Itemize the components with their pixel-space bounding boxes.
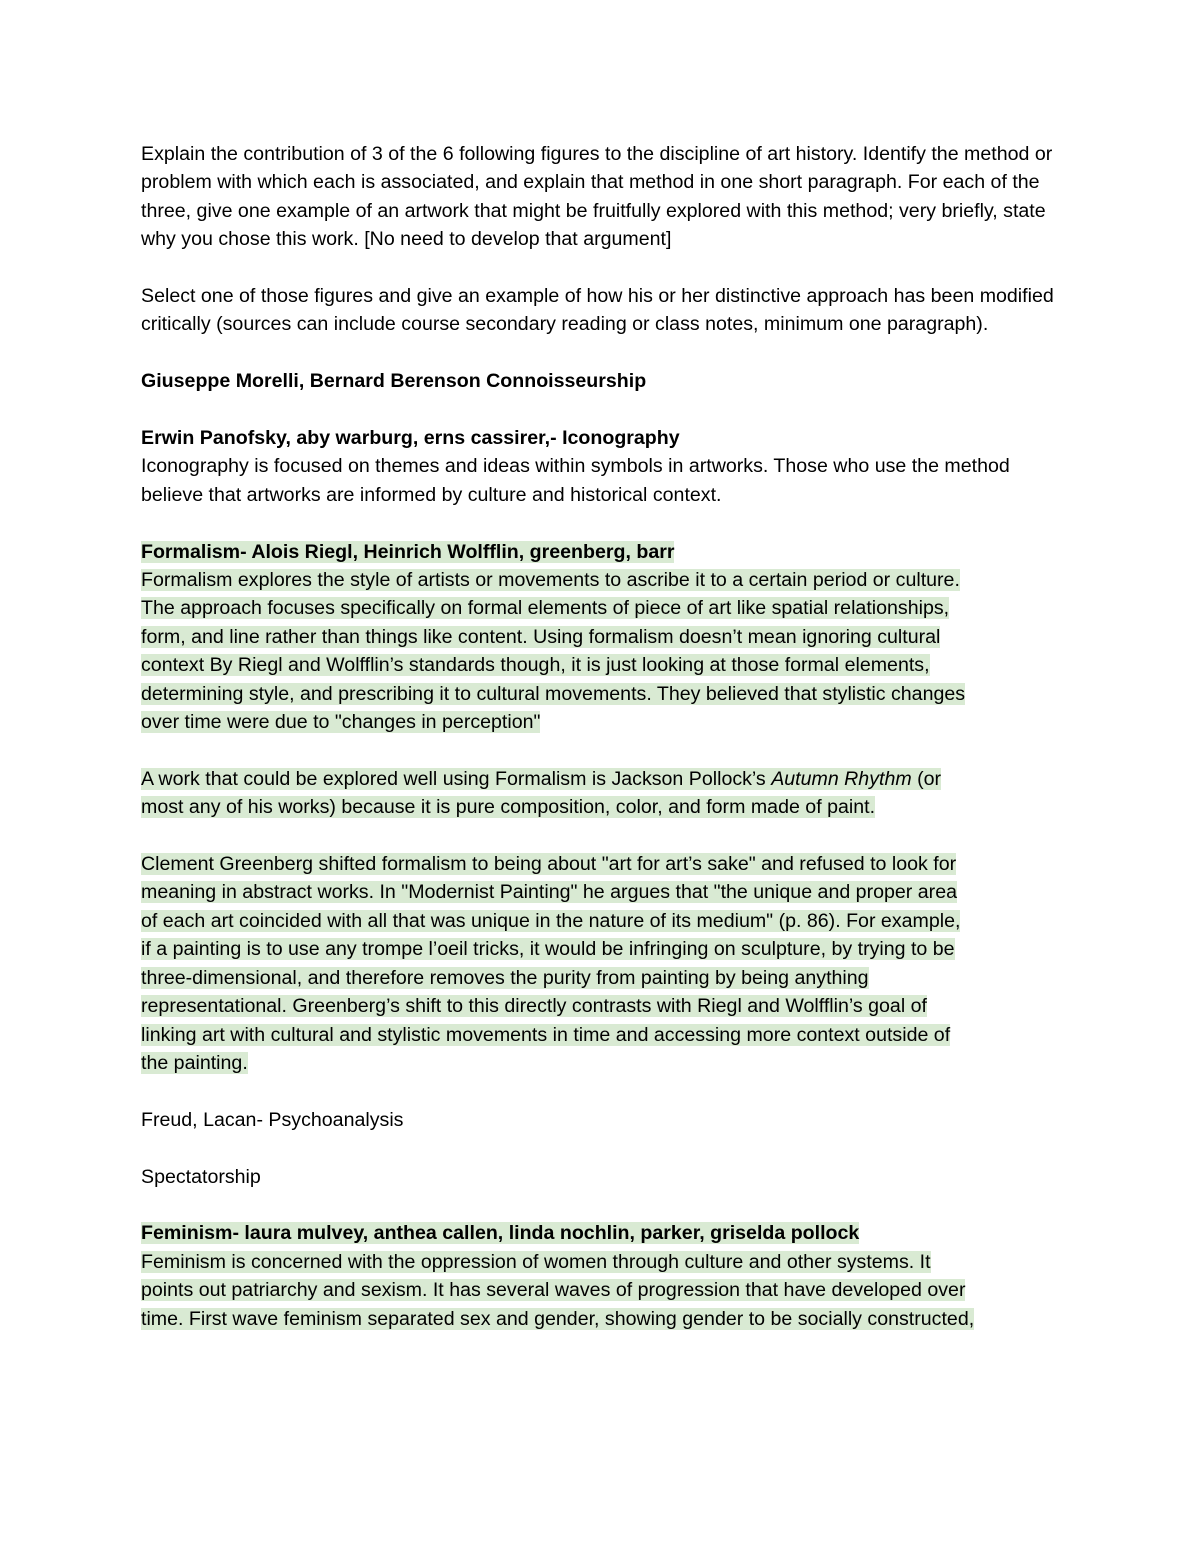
greenberg-line bbox=[141, 1021, 1066, 1049]
greenberg-line bbox=[141, 935, 1066, 963]
formalism-line-text: determining style, and prescribing it to cultural movements. They believed that stylistic changes bbox=[141, 682, 966, 705]
formalism-heading-text: Formalism- Alois Riegl, Heinrich Wolfflin, greenberg, barr bbox=[141, 540, 675, 563]
formalism-heading bbox=[141, 538, 1066, 566]
greenberg-line bbox=[141, 850, 1066, 878]
greenberg-line bbox=[141, 878, 1066, 906]
feminism-line-text: time. First wave feminism separated sex and gender, showing gender to be socially constructed, bbox=[141, 1307, 975, 1330]
document-page bbox=[141, 140, 1066, 1333]
intro-paragraph-2: Select one of those figures and give an example of how his or her distinctive approach has been modified critically (sources can include course secondary reading or class notes, minimum one paragraph). bbox=[141, 285, 1054, 336]
feminism-line bbox=[141, 1305, 1066, 1333]
greenberg-line-text: of each art coincided with all that was unique in the nature of its medium" (p. 86). For example, bbox=[141, 909, 961, 932]
spacer bbox=[141, 509, 1066, 537]
formalism-example-text: most any of his works) because it is pure composition, color, and form made of paint. bbox=[141, 796, 876, 819]
spacer bbox=[141, 1077, 1066, 1105]
greenberg-line bbox=[141, 907, 1066, 935]
greenberg-line bbox=[141, 964, 1066, 992]
feminism-body bbox=[141, 1248, 1066, 1333]
greenberg-line-text: the painting. bbox=[141, 1051, 248, 1074]
artwork-title: Autumn Rhythm bbox=[771, 767, 912, 790]
iconography-heading: Erwin Panofsky, aby warburg, erns cassirer,- Iconography bbox=[141, 427, 680, 450]
iconography-body: Iconography is focused on themes and ideas within symbols in artworks. Those who use the method believe that artworks are informed by culture and historical context. bbox=[141, 455, 1010, 506]
spacer bbox=[141, 339, 1066, 367]
spacer bbox=[141, 254, 1066, 282]
formalism-line-text: Formalism explores the style of artists or movements to ascribe it to a certain period or culture. bbox=[141, 569, 960, 592]
feminism-line bbox=[141, 1248, 1066, 1276]
formalism-example bbox=[141, 765, 1066, 822]
greenberg-line-text: linking art with cultural and stylistic movements in time and accessing more context outside of bbox=[141, 1023, 951, 1046]
formalism-line bbox=[141, 708, 1066, 736]
formalism-line-text: over time were due to "changes in perception" bbox=[141, 711, 541, 734]
greenberg-line bbox=[141, 1049, 1066, 1077]
feminism-line-text: Feminism is concerned with the oppression of women through culture and other systems. It bbox=[141, 1250, 931, 1273]
greenberg-line-text: if a painting is to use any trompe l’oeil tricks, it would be infringing on sculpture, by trying to be bbox=[141, 938, 955, 961]
connoisseurship-heading: Giuseppe Morelli, Bernard Berenson Connoisseurship bbox=[141, 370, 647, 393]
greenberg-paragraph bbox=[141, 850, 1066, 1077]
spacer bbox=[141, 736, 1066, 764]
formalism-line bbox=[141, 594, 1066, 622]
formalism-line bbox=[141, 623, 1066, 651]
intro-paragraph-1: Explain the contribution of 3 of the 6 following figures to the discipline of art history. Identify the method or problem with which each is associated, and explain that method in one short paragraph. For each of the three, give one example of an artwork that might be fruitfully explored with this method; very briefly, state why you chose this work. [No need to develop that argument] bbox=[141, 143, 1053, 251]
greenberg-line bbox=[141, 992, 1066, 1020]
psychoanalysis-heading: Freud, Lacan- Psychoanalysis bbox=[141, 1108, 404, 1131]
formalism-line bbox=[141, 680, 1066, 708]
feminism-line bbox=[141, 1276, 1066, 1304]
greenberg-line-text: three-dimensional, and therefore removes the purity from painting by being anything bbox=[141, 966, 869, 989]
formalism-example-line bbox=[141, 765, 1066, 793]
feminism-heading-text: Feminism- laura mulvey, anthea callen, linda nochlin, parker, griselda pollock bbox=[141, 1222, 860, 1245]
spacer bbox=[141, 1191, 1066, 1219]
formalism-line-text: The approach focuses specifically on formal elements of piece of art like spatial relationships, bbox=[141, 597, 950, 620]
feminism-line-text: points out patriarchy and sexism. It has several waves of progression that have developed over bbox=[141, 1279, 966, 1302]
formalism-example-line bbox=[141, 793, 1066, 821]
formalism-body bbox=[141, 566, 1066, 736]
formalism-line-text: context By Riegl and Wolfflin’s standards though, it is just looking at those formal elements, bbox=[141, 654, 930, 677]
feminism-heading bbox=[141, 1219, 1066, 1247]
formalism-line-text: form, and line rather than things like content. Using formalism doesn’t mean ignoring cultural bbox=[141, 625, 941, 648]
greenberg-line-text: representational. Greenberg’s shift to this directly contrasts with Riegl and Wolfflin’s goal of bbox=[141, 995, 927, 1018]
spacer bbox=[141, 1134, 1066, 1162]
greenberg-line-text: meaning in abstract works. In "Modernist Painting" he argues that "the unique and proper area bbox=[141, 881, 957, 904]
spectatorship-heading: Spectatorship bbox=[141, 1165, 261, 1188]
spacer bbox=[141, 822, 1066, 850]
formalism-example-text bbox=[141, 768, 941, 790]
formalism-line bbox=[141, 651, 1066, 679]
example-text-before: A work that could be explored well using Formalism is Jackson Pollock’s bbox=[141, 767, 772, 790]
example-text-after: (or bbox=[911, 767, 942, 790]
greenberg-line-text: Clement Greenberg shifted formalism to being about "art for art’s sake" and refused to look for bbox=[141, 853, 957, 876]
formalism-line bbox=[141, 566, 1066, 594]
spacer bbox=[141, 396, 1066, 424]
